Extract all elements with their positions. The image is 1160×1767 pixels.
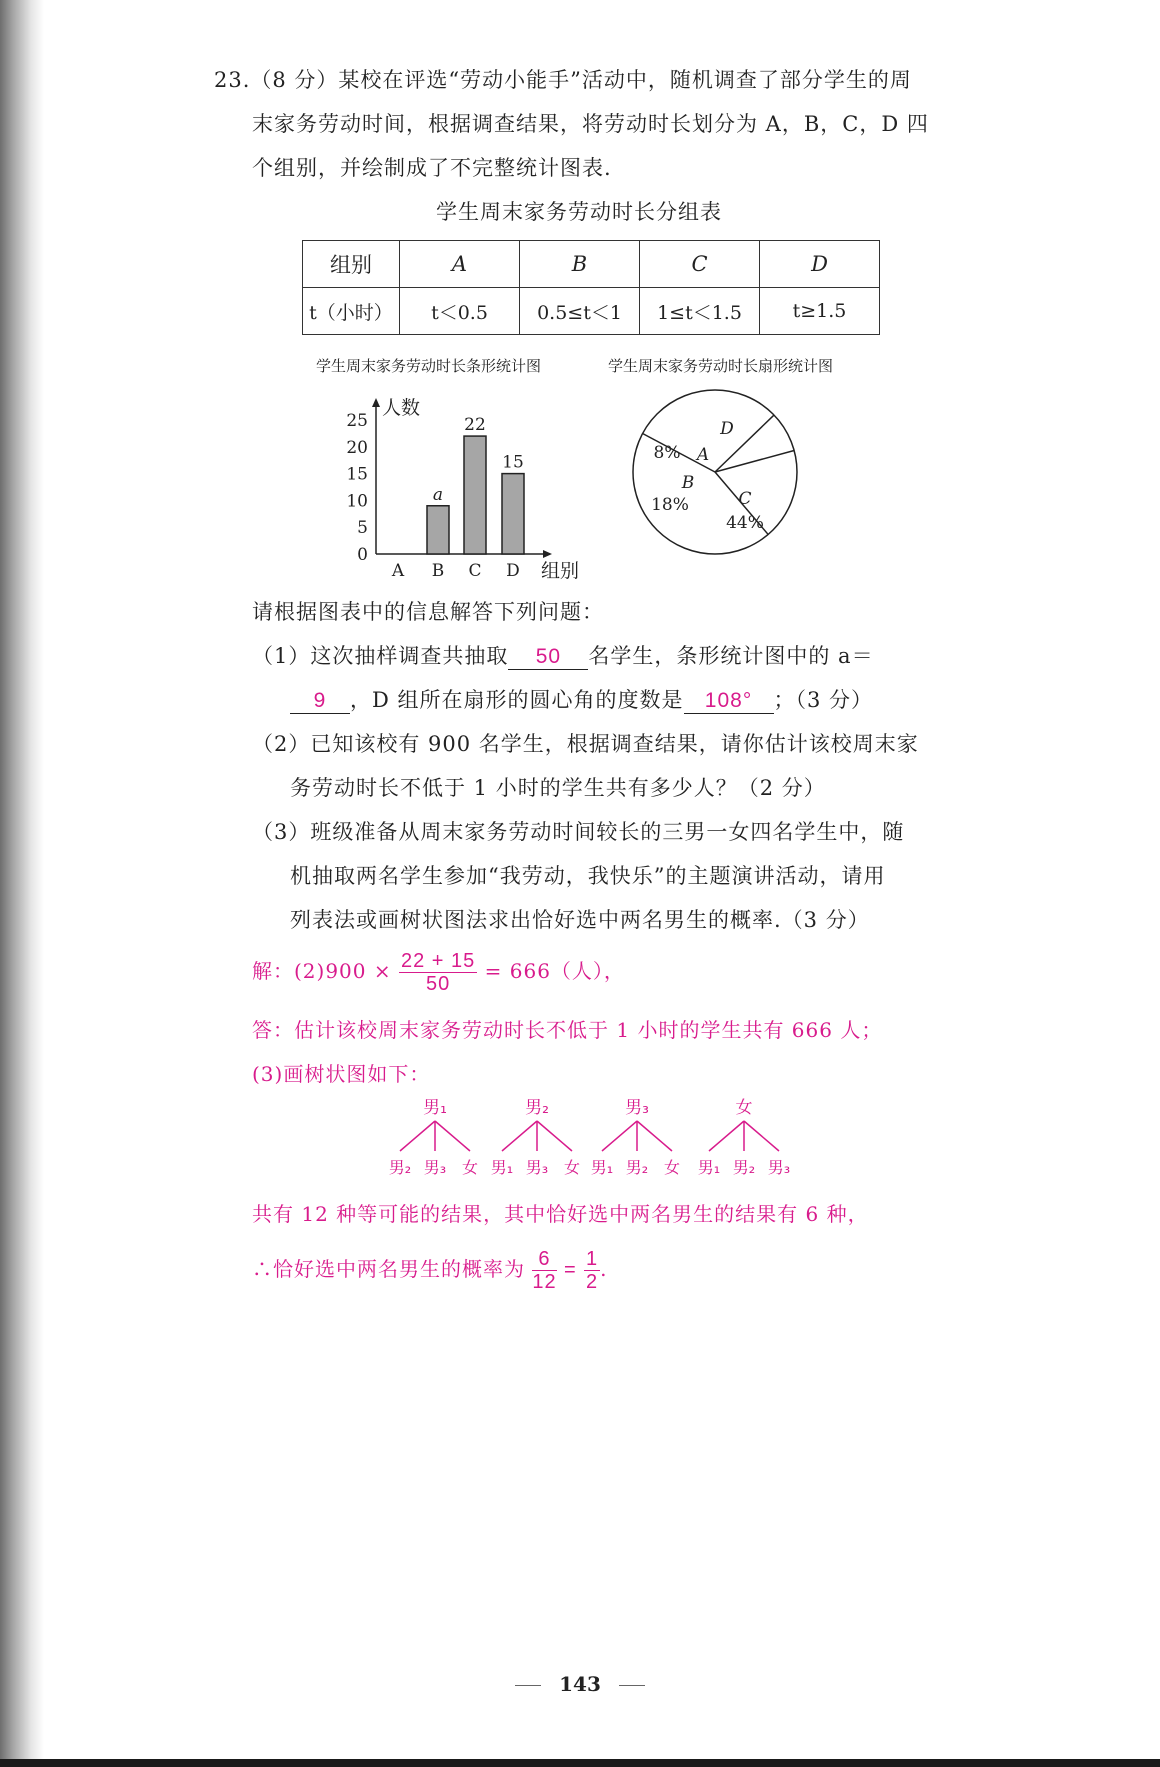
y-tick-label: 25 xyxy=(346,411,368,431)
y-tick-label: 10 xyxy=(346,491,368,512)
x-tick-label: C xyxy=(468,561,482,581)
bar xyxy=(464,436,486,554)
q3-line-1: （3）班级准备从周末家务劳动时间较长的三男一女四名学生中，随 xyxy=(252,820,905,844)
tree-leaf-node: 女 xyxy=(461,1158,479,1177)
pie-slice-label: D xyxy=(720,419,734,439)
question-line-1: 23.（8 分）某校在评选“劳动小能手”活动中，随机调查了部分学生的周 xyxy=(214,68,912,92)
tree-leaf-node: 男₃ xyxy=(423,1158,447,1177)
bar-data-label: 22 xyxy=(464,415,486,436)
x-axis-label: 组别 xyxy=(541,560,580,582)
tree-root-node: 男₂ xyxy=(525,1098,549,1118)
tree-leaf-node: 女 xyxy=(663,1158,681,1177)
q2-line-2: 务劳动时长不低于 1 小时的学生共有多少人？（2 分） xyxy=(290,776,826,800)
solution-fraction xyxy=(399,950,477,995)
q1-middle: 名学生，条形统计图中的 a＝ xyxy=(588,644,874,668)
y-axis-label: 人数 xyxy=(382,397,421,419)
tree-leaf-node: 女 xyxy=(563,1158,581,1177)
q1-suffix: ；（3 分） xyxy=(773,688,874,712)
solution-line-3: (3)画树状图如下： xyxy=(252,1062,431,1086)
dash-left xyxy=(515,1685,541,1686)
x-tick-label: A xyxy=(391,561,405,581)
probability-text: ∴恰好选中两名男生的概率为 xyxy=(252,1257,525,1281)
y-tick-label: 0 xyxy=(357,545,368,565)
tree-branch xyxy=(400,1121,435,1151)
q1-line-1 xyxy=(252,640,874,670)
answer-central-angle: 108° xyxy=(684,689,774,714)
end-period: . xyxy=(600,1257,608,1281)
table-cell: B xyxy=(520,241,640,288)
table-cell: C xyxy=(640,241,760,288)
tree-leaf-node: 男₁ xyxy=(590,1158,614,1177)
pie-percent-label: 44% xyxy=(726,513,764,533)
table-row xyxy=(303,241,880,288)
group-table xyxy=(302,240,880,335)
bar-data-label: 15 xyxy=(502,452,524,473)
tree-leaf-node: 男₁ xyxy=(697,1158,721,1177)
q3-line-3: 列表法或画树状图法求出恰好选中两名男生的概率.（3 分） xyxy=(290,908,870,932)
table-cell: 组别 xyxy=(303,241,400,288)
fraction-denominator: 50 xyxy=(426,973,451,995)
tree-branch xyxy=(637,1121,672,1151)
bar-chart-title: 学生周末家务劳动时长条形统计图 xyxy=(316,357,542,375)
solution-line-2: 答：估计该校周末家务劳动时长不低于 1 小时的学生共有 666 人； xyxy=(252,1018,883,1042)
dash-right xyxy=(619,1685,645,1686)
tree-leaf-node: 男₃ xyxy=(525,1158,549,1177)
q3-line-2: 机抽取两名学生参加“我劳动，我快乐”的主题演讲活动，请用 xyxy=(290,864,886,888)
solution-result: = 666（人）， xyxy=(484,959,625,983)
pie-slice-label: B xyxy=(681,473,695,493)
tree-root-node: 男₁ xyxy=(423,1098,447,1118)
fraction-numerator: 1 xyxy=(586,1248,599,1270)
solution-line-1 xyxy=(252,950,625,995)
tree-branch xyxy=(537,1121,572,1151)
fraction-denominator: 12 xyxy=(532,1271,557,1293)
fraction-numerator: 6 xyxy=(532,1248,556,1271)
table-cell: t（小时） xyxy=(303,288,400,335)
x-axis-arrow xyxy=(543,550,552,558)
bar xyxy=(502,474,524,554)
x-tick-label: B xyxy=(431,561,445,581)
table-row xyxy=(303,288,880,335)
tree-leaf-node: 男₂ xyxy=(732,1158,756,1177)
tree-branch xyxy=(502,1121,537,1151)
tree-branch xyxy=(435,1121,470,1151)
q2-line-1: （2）已知该校有 900 名学生，根据调查结果，请你估计该校周末家 xyxy=(252,732,919,756)
y-tick-label: 15 xyxy=(346,464,368,485)
pie-chart-title: 学生周末家务劳动时长扇形统计图 xyxy=(608,357,834,375)
pie-chart xyxy=(625,382,805,562)
page-number: 143 xyxy=(559,1672,601,1696)
table-cell: 0.5≤t＜1 xyxy=(520,288,640,335)
tree-diagram xyxy=(385,1095,805,1185)
fraction-denominator: 2 xyxy=(586,1271,599,1293)
tree-leaf-node: 男₂ xyxy=(625,1158,649,1177)
solution-expression: 解：(2)900 × xyxy=(252,959,392,983)
tree-branch xyxy=(709,1121,744,1151)
y-tick-label: 20 xyxy=(346,437,368,458)
table-cell: A xyxy=(400,241,520,288)
q1-middle-2: ，D 组所在扇形的圆心角的度数是 xyxy=(350,688,684,712)
tree-root-node: 男₃ xyxy=(625,1098,649,1118)
pie-slice-label: A xyxy=(696,445,710,465)
q1-line-2 xyxy=(290,684,873,714)
solution-line-4: 共有 12 种等可能的结果，其中恰好选中两名男生的结果有 6 种， xyxy=(252,1202,869,1226)
table-title: 学生周末家务劳动时长分组表 xyxy=(436,200,722,224)
pie-percent-label: 18% xyxy=(651,495,689,515)
tree-leaf-node: 男₃ xyxy=(767,1158,791,1177)
table-cell: 1≤t＜1.5 xyxy=(640,288,760,335)
table-cell: t≥1.5 xyxy=(760,288,880,335)
pie-slice-label: C xyxy=(738,489,752,509)
tree-branch xyxy=(744,1121,779,1151)
question-line-2: 末家务劳动时间，根据调查结果，将劳动时长划分为 A，B，C，D 四 xyxy=(252,112,929,136)
pie-percent-label: 8% xyxy=(653,443,681,463)
table-cell: t＜0.5 xyxy=(400,288,520,335)
solution-line-5 xyxy=(252,1248,608,1293)
tree-leaf-node: 男₂ xyxy=(388,1158,412,1177)
y-tick-label: 5 xyxy=(357,518,368,539)
tree-leaf-node: 男₁ xyxy=(490,1158,514,1177)
question-line-3: 个组别，并绘制成了不完整统计图表. xyxy=(252,156,612,180)
bar xyxy=(427,506,449,554)
fraction-numerator: 22 + 15 xyxy=(400,950,476,972)
prompt-text: 请根据图表中的信息解答下列问题： xyxy=(252,600,604,624)
q1-prefix: （1）这次抽样调查共抽取 xyxy=(252,644,509,668)
tree-branch xyxy=(602,1121,637,1151)
probability-fraction-1 xyxy=(532,1248,556,1293)
y-axis-arrow xyxy=(372,398,380,407)
table-cell: D xyxy=(760,241,880,288)
answer-total-students: 50 xyxy=(508,645,588,670)
answer-a-value: 9 xyxy=(290,689,350,714)
page-number-area xyxy=(0,1672,1160,1696)
tree-root-node: 女 xyxy=(735,1098,753,1118)
bar-data-label: a xyxy=(432,484,444,505)
bar-chart xyxy=(330,390,600,590)
equals-sign: = xyxy=(563,1259,577,1281)
x-tick-label: D xyxy=(506,561,520,581)
probability-fraction-2 xyxy=(584,1248,600,1293)
